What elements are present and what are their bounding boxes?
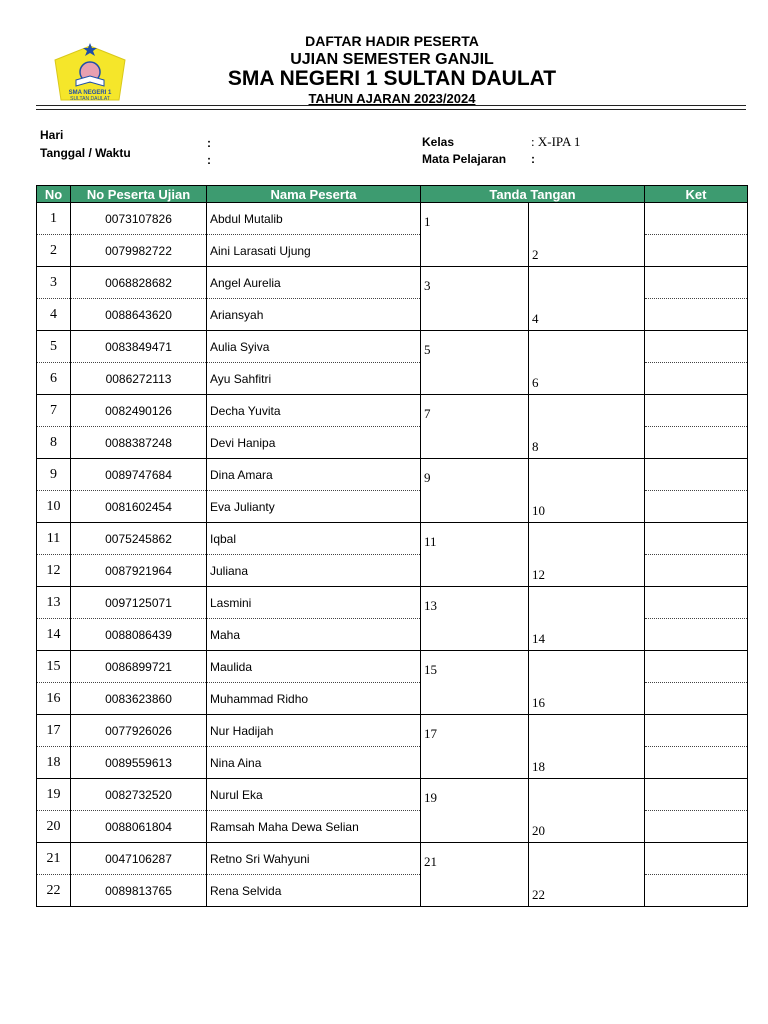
hari-colon: : <box>207 136 211 150</box>
signature-cell-left <box>421 395 529 427</box>
row-participant-name: Ariansyah <box>207 299 421 331</box>
row-keterangan <box>645 363 748 395</box>
row-keterangan <box>645 395 748 427</box>
row-number: 18 <box>37 747 71 779</box>
row-number: 2 <box>37 235 71 267</box>
signature-cell-right <box>529 619 645 651</box>
header-rule-thin <box>36 109 746 110</box>
row-participant-name: Nurul Eka <box>207 779 421 811</box>
signature-number: 17 <box>424 725 437 741</box>
table-row <box>37 267 748 299</box>
row-number: 16 <box>37 683 71 715</box>
signature-cell-right <box>529 683 645 715</box>
row-number: 1 <box>37 203 71 235</box>
row-participant-id: 0077926026 <box>71 715 207 747</box>
signature-cell-left <box>421 811 529 843</box>
row-keterangan <box>645 843 748 875</box>
row-keterangan <box>645 523 748 555</box>
signature-cell-left <box>421 779 529 811</box>
academic-year-text: TAHUN AJARAN 2023/2024 <box>308 91 476 106</box>
table-row <box>37 555 748 587</box>
signature-cell-left <box>421 651 529 683</box>
signature-cell-right <box>529 267 645 299</box>
table-row <box>37 523 748 555</box>
signature-cell-left <box>421 843 529 875</box>
table-row <box>37 683 748 715</box>
signature-cell-left <box>421 427 529 459</box>
row-keterangan <box>645 267 748 299</box>
logo-text-bottom: SULTAN DAULAT <box>70 96 110 102</box>
row-participant-id: 0088086439 <box>71 619 207 651</box>
logo-text-top: SMA NEGERI 1 <box>68 90 112 96</box>
signature-cell-right <box>529 491 645 523</box>
row-participant-id: 0089559613 <box>71 747 207 779</box>
signature-cell-left <box>421 683 529 715</box>
signature-number: 22 <box>532 887 545 903</box>
table-row <box>37 459 748 491</box>
row-participant-id: 0082490126 <box>71 395 207 427</box>
tanggal-label: Tanggal / Waktu <box>40 146 131 160</box>
signature-cell-left <box>421 459 529 491</box>
signature-number: 14 <box>532 631 545 647</box>
signature-cell-right <box>529 747 645 779</box>
row-participant-id: 0047106287 <box>71 843 207 875</box>
table-row <box>37 203 748 235</box>
attendance-table <box>36 185 748 907</box>
signature-cell-left <box>421 523 529 555</box>
row-participant-name: Iqbal <box>207 523 421 555</box>
row-participant-name: Angel Aurelia <box>207 267 421 299</box>
row-number: 14 <box>37 619 71 651</box>
row-participant-name: Lasmini <box>207 587 421 619</box>
table-row <box>37 715 748 747</box>
row-keterangan <box>645 619 748 651</box>
table-row <box>37 491 748 523</box>
row-number: 8 <box>37 427 71 459</box>
signature-number: 18 <box>532 759 545 775</box>
signature-cell-left <box>421 235 529 267</box>
header-tanda-tangan: Tanda Tangan <box>421 186 645 203</box>
row-number: 15 <box>37 651 71 683</box>
row-number: 5 <box>37 331 71 363</box>
signature-cell-left <box>421 299 529 331</box>
row-participant-name: Muhammad Ridho <box>207 683 421 715</box>
signature-number: 7 <box>424 405 431 421</box>
signature-cell-right <box>529 875 645 907</box>
row-participant-id: 0087921964 <box>71 555 207 587</box>
signature-cell-right <box>529 523 645 555</box>
table-row <box>37 747 748 779</box>
row-keterangan <box>645 875 748 907</box>
header-ket: Ket <box>645 186 748 203</box>
signature-cell-right <box>529 811 645 843</box>
row-participant-name: Devi Hanipa <box>207 427 421 459</box>
row-participant-id: 0083623860 <box>71 683 207 715</box>
signature-number: 21 <box>424 853 437 869</box>
kelas-value: : X-IPA 1 <box>531 134 581 149</box>
signature-number: 1 <box>424 213 431 229</box>
row-keterangan <box>645 555 748 587</box>
row-keterangan <box>645 331 748 363</box>
signature-cell-right <box>529 555 645 587</box>
row-number: 22 <box>37 875 71 907</box>
row-keterangan <box>645 587 748 619</box>
signature-cell-right <box>529 587 645 619</box>
row-keterangan <box>645 811 748 843</box>
row-keterangan <box>645 203 748 235</box>
row-keterangan <box>645 459 748 491</box>
row-participant-id: 0086272113 <box>71 363 207 395</box>
row-participant-id: 0073107826 <box>71 203 207 235</box>
row-number: 6 <box>37 363 71 395</box>
row-keterangan <box>645 427 748 459</box>
signature-cell-right <box>529 651 645 683</box>
row-participant-name: Nina Aina <box>207 747 421 779</box>
doc-title-line1: DAFTAR HADIR PESERTA <box>305 33 479 49</box>
signature-cell-left <box>421 555 529 587</box>
signature-cell-left <box>421 619 529 651</box>
row-participant-id: 0088387248 <box>71 427 207 459</box>
academic-year <box>150 91 634 106</box>
row-number: 7 <box>37 395 71 427</box>
table-row <box>37 363 748 395</box>
header-no: No <box>37 186 71 203</box>
table-row <box>37 779 748 811</box>
signature-cell-left <box>421 331 529 363</box>
table-row <box>37 299 748 331</box>
row-participant-id: 0082732520 <box>71 779 207 811</box>
row-participant-name: Nur Hadijah <box>207 715 421 747</box>
signature-number: 6 <box>532 375 539 391</box>
row-number: 9 <box>37 459 71 491</box>
row-keterangan <box>645 235 748 267</box>
hari-label: Hari <box>40 128 64 142</box>
signature-number: 2 <box>532 247 539 263</box>
row-number: 17 <box>37 715 71 747</box>
row-participant-id: 0088643620 <box>71 299 207 331</box>
table-row <box>37 587 748 619</box>
row-keterangan <box>645 299 748 331</box>
row-participant-name: Maha <box>207 619 421 651</box>
signature-cell-right <box>529 459 645 491</box>
row-participant-name: Retno Sri Wahyuni <box>207 843 421 875</box>
doc-title-line2: UJIAN SEMESTER GANJIL <box>290 51 494 68</box>
school-name: SMA NEGERI 1 SULTAN DAULAT <box>227 67 557 90</box>
signature-number: 10 <box>532 503 545 519</box>
row-participant-id: 0086899721 <box>71 651 207 683</box>
signature-number: 12 <box>532 567 545 583</box>
mapel-label: Mata Pelajaran <box>422 152 507 166</box>
signature-number: 20 <box>532 823 545 839</box>
table-row <box>37 875 748 907</box>
header-no-peserta: No Peserta Ujian <box>71 186 207 203</box>
table-row <box>37 395 748 427</box>
row-participant-name: Eva Julianty <box>207 491 421 523</box>
signature-cell-right <box>529 203 645 235</box>
header-nama: Nama Peserta <box>207 186 421 203</box>
signature-cell-left <box>421 587 529 619</box>
row-participant-id: 0083849471 <box>71 331 207 363</box>
signature-number: 16 <box>532 695 545 711</box>
row-keterangan <box>645 683 748 715</box>
signature-cell-left <box>421 491 529 523</box>
row-number: 3 <box>37 267 71 299</box>
mapel-colon: : <box>531 152 535 166</box>
signature-number: 13 <box>424 597 437 613</box>
row-participant-name: Ayu Sahfitri <box>207 363 421 395</box>
row-keterangan <box>645 651 748 683</box>
row-participant-name: Dina Amara <box>207 459 421 491</box>
table-row <box>37 651 748 683</box>
signature-number: 3 <box>424 277 431 293</box>
signature-cell-left <box>421 203 529 235</box>
row-keterangan <box>645 747 748 779</box>
signature-cell-left <box>421 267 529 299</box>
row-participant-id: 0068828682 <box>71 267 207 299</box>
signature-number: 19 <box>424 789 437 805</box>
row-participant-name: Maulida <box>207 651 421 683</box>
signature-cell-right <box>529 299 645 331</box>
signature-number: 11 <box>424 533 437 549</box>
row-participant-name: Decha Yuvita <box>207 395 421 427</box>
signature-cell-right <box>529 395 645 427</box>
row-participant-id: 0079982722 <box>71 235 207 267</box>
table-row <box>37 235 748 267</box>
row-number: 21 <box>37 843 71 875</box>
signature-cell-left <box>421 875 529 907</box>
table-row <box>37 331 748 363</box>
signature-cell-left <box>421 747 529 779</box>
signature-number: 9 <box>424 469 431 485</box>
row-number: 13 <box>37 587 71 619</box>
row-number: 20 <box>37 811 71 843</box>
row-participant-name: Aini Larasati Ujung <box>207 235 421 267</box>
signature-number: 8 <box>532 439 539 455</box>
kelas-label: Kelas <box>422 135 455 149</box>
row-participant-name: Ramsah Maha Dewa Selian <box>207 811 421 843</box>
signature-number: 5 <box>424 341 431 357</box>
row-participant-id: 0097125071 <box>71 587 207 619</box>
row-participant-id: 0081602454 <box>71 491 207 523</box>
row-number: 11 <box>37 523 71 555</box>
signature-cell-right <box>529 843 645 875</box>
table-row <box>37 811 748 843</box>
signature-number: 15 <box>424 661 437 677</box>
row-participant-name: Rena Selvida <box>207 875 421 907</box>
row-keterangan <box>645 779 748 811</box>
header-rule-thick <box>36 105 746 106</box>
row-participant-name: Juliana <box>207 555 421 587</box>
row-participant-id: 0089747684 <box>71 459 207 491</box>
signature-cell-left <box>421 715 529 747</box>
row-number: 4 <box>37 299 71 331</box>
signature-cell-right <box>529 427 645 459</box>
row-keterangan <box>645 491 748 523</box>
signature-cell-left <box>421 363 529 395</box>
signature-cell-right <box>529 363 645 395</box>
row-number: 10 <box>37 491 71 523</box>
table-header-row <box>37 186 748 203</box>
row-participant-name: Aulia Syiva <box>207 331 421 363</box>
tanggal-colon: : <box>207 153 211 167</box>
row-number: 12 <box>37 555 71 587</box>
row-participant-id: 0089813765 <box>71 875 207 907</box>
signature-cell-right <box>529 235 645 267</box>
row-keterangan <box>645 715 748 747</box>
signature-cell-right <box>529 779 645 811</box>
signature-cell-right <box>529 715 645 747</box>
table-row <box>37 619 748 651</box>
row-participant-id: 0088061804 <box>71 811 207 843</box>
signature-cell-right <box>529 331 645 363</box>
table-row <box>37 427 748 459</box>
row-number: 19 <box>37 779 71 811</box>
school-logo <box>52 42 128 108</box>
row-participant-id: 0075245862 <box>71 523 207 555</box>
table-row <box>37 843 748 875</box>
row-participant-name: Abdul Mutalib <box>207 203 421 235</box>
signature-number: 4 <box>532 311 539 327</box>
